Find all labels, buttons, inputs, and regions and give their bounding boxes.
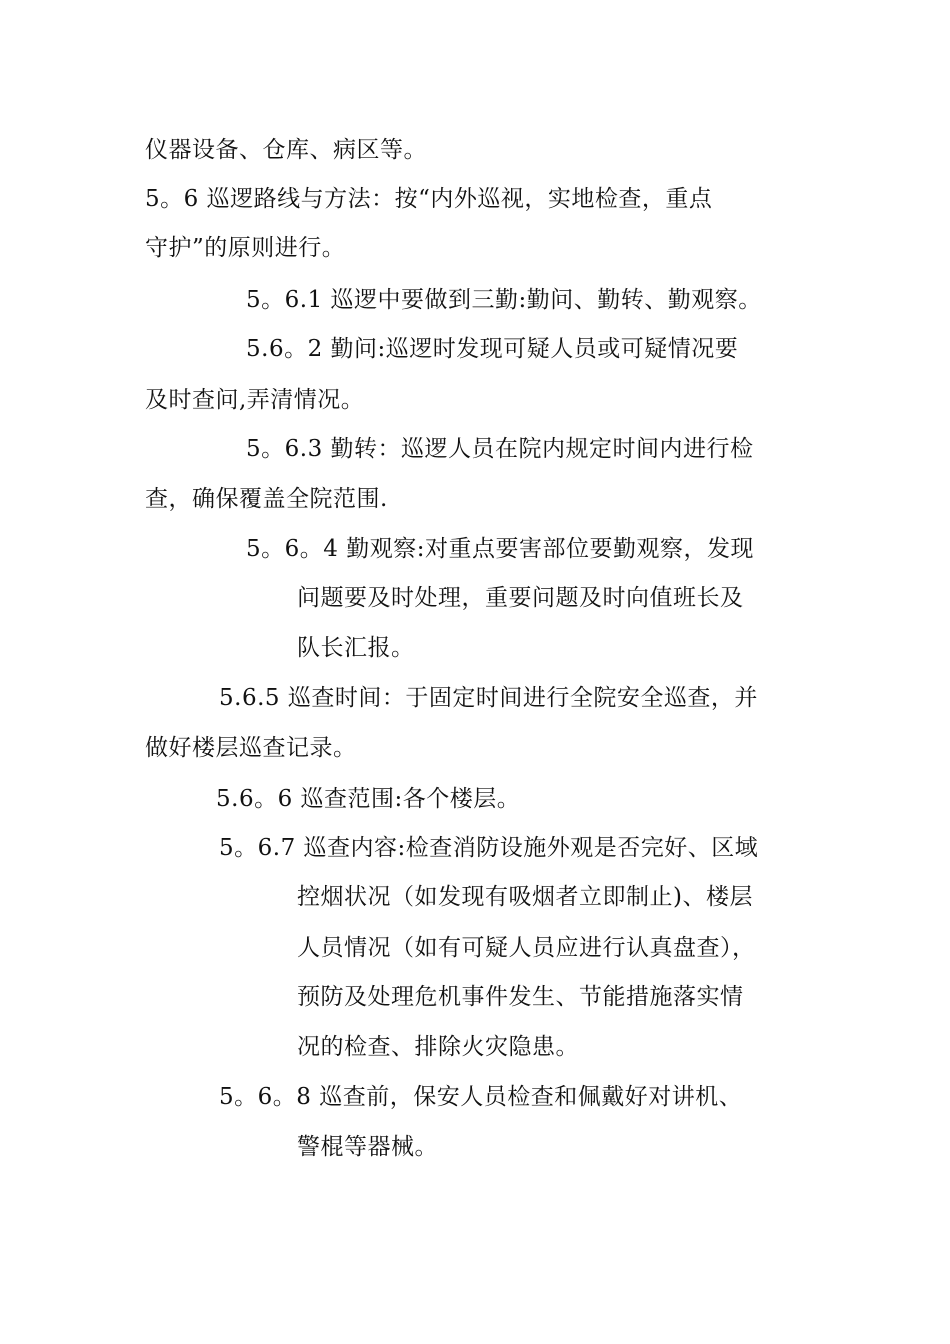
text-line: 控烟状况（如发现有吸烟者立即制止)、楼层 [297, 884, 753, 910]
text-line: 查，确保覆盖全院范围. [145, 486, 388, 512]
text-line: 仪器设备、仓库、病区等。 [145, 137, 427, 163]
text-line: 队长汇报。 [297, 635, 415, 661]
text-line: 5。6。8 巡查前，保安人员检查和佩戴好对讲机、 [219, 1084, 743, 1110]
text-line: 5。6.3 勤转：巡逻人员在院内规定时间内进行检 [246, 436, 754, 462]
text-line: 5。6 巡逻路线与方法：按“内外巡视，实地检查，重点 [145, 186, 713, 212]
text-line: 5。6。4 勤观察:对重点要害部位要勤观察，发现 [246, 536, 754, 562]
text-line: 问题要及时处理，重要问题及时向值班长及 [297, 585, 744, 611]
text-line: 5。6.7 巡查内容:检查消防设施外观是否完好、区域 [219, 835, 759, 861]
text-line: 5。6.1 巡逻中要做到三勤:勤问、勤转、勤观察。 [246, 287, 762, 313]
text-line: 5.6。6 巡查范围:各个楼层。 [216, 786, 521, 812]
text-line: 守护”的原则进行。 [145, 235, 346, 261]
text-line: 况的检查、排除火灾隐患。 [297, 1034, 579, 1060]
text-line: 5.6。2 勤问:巡逻时发现可疑人员或可疑情况要 [246, 336, 739, 362]
text-line: 5.6.5 巡查时间：于固定时间进行全院安全巡查，并 [219, 685, 758, 711]
text-line: 人员情况（如有可疑人员应进行认真盘查）， [297, 935, 756, 961]
text-line: 做好楼层巡查记录。 [145, 735, 357, 761]
text-line: 预防及处理危机事件发生、节能措施落实情 [297, 984, 744, 1010]
text-line: 警棍等器械。 [297, 1134, 438, 1160]
text-line: 及时查问,弄清情况。 [145, 387, 365, 413]
